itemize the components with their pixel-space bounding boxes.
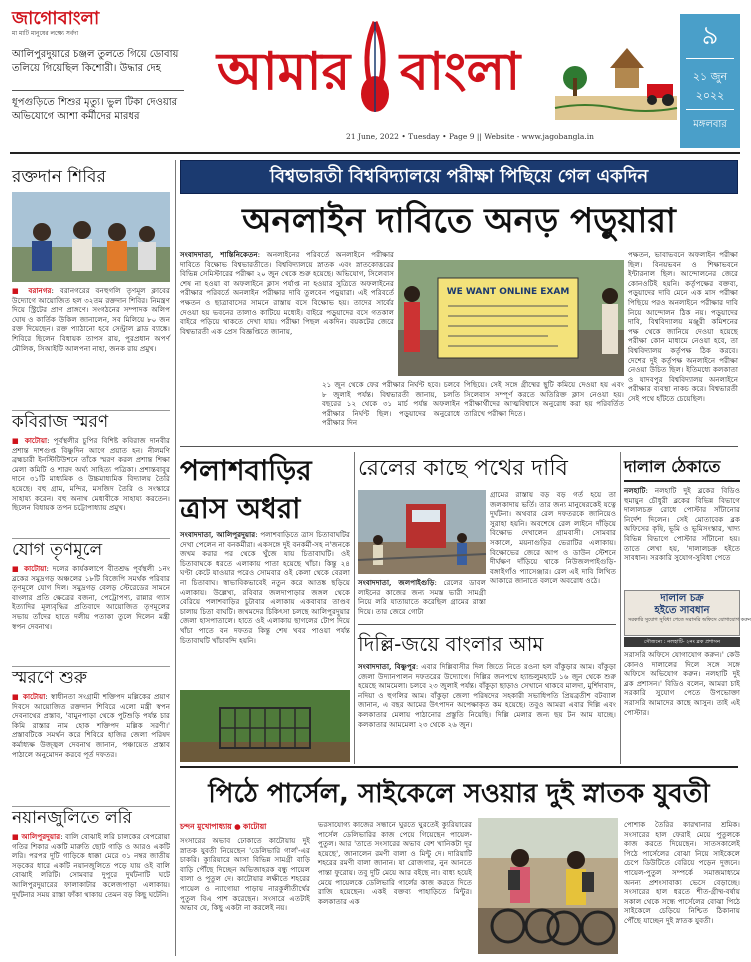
poster-line-1: দালাল চক্র bbox=[660, 593, 704, 604]
byline-place: কাটোয়া bbox=[243, 822, 267, 831]
palashbari-divider bbox=[354, 452, 355, 764]
sidebar-body-join-tmc bbox=[12, 564, 170, 662]
lead-col-2 bbox=[322, 380, 460, 442]
lead-dateline: সংবাদদাতা, শান্তিনিকেতন bbox=[180, 250, 258, 259]
ektara-icon bbox=[355, 20, 395, 120]
palashbari-body bbox=[180, 530, 350, 688]
date-panel bbox=[680, 14, 740, 148]
sidebar-body-lorry bbox=[12, 832, 170, 950]
masthead-rule bbox=[10, 152, 740, 154]
bottom-col-1 bbox=[180, 836, 310, 954]
jago-bangla-logo: জাগোবাংলা bbox=[12, 8, 100, 29]
masthead bbox=[0, 0, 750, 148]
teaser-2[interactable] bbox=[12, 96, 184, 136]
blood-donation-image bbox=[12, 192, 170, 282]
teaser-1-text: আলিপুরদুয়ারে চঞ্জল তুলতে গিয়ে ডোবায় তলিয়ে গিয়েছিল কিশোরী। উদ্ধার দেহ bbox=[12, 49, 179, 74]
mango-dateline: সংবাদদাতা, বিষ্ণুপুর bbox=[358, 662, 416, 671]
sidebar-divider bbox=[175, 160, 176, 956]
bottom-col-2 bbox=[318, 820, 472, 954]
sidebar-title-kabiraj: কবিরাজ স্মরণ bbox=[12, 410, 170, 433]
byline-separator: ● bbox=[234, 822, 241, 831]
dateline-baranagar: ■ বরানগর bbox=[12, 286, 52, 295]
dalal-divider bbox=[620, 452, 621, 764]
teaser-divider bbox=[12, 90, 184, 91]
rail-protest-photo bbox=[358, 490, 486, 574]
dalal-text: : নলহাটি দুই ব্লকের বিডিও হুমায়ুন চৌধুরী ব্লকের বিভিন্ন বিভাগে দালালচক্র রোধে পোস্টার সাঁটানোর নির্দেশ দিলেন। সেই মোতাবেক ব্লক অফিসের কৃষি, ভূমি ও ভূমিসংস্কার, খাদ্য বিভিন্ন বিভাগে পোস্টার সাঁটানো হয়। তাতে লেখা হয়, 'দালালচক্র হইতে সাবধান। সরকারি সুযোগ-সুবিধা পেতে bbox=[624, 486, 740, 563]
blood-donation-text: : বরানগরের বনহুগলি তৃণমূল ক্লাবের উদ্যোগে আয়োজিত হল ৩২তম রক্তদান শিবির। নিমন্ত্রণ দিয়ে স্ট্রিটের প্রাণ প্রাঙ্গণে। সংগঠনের সম্পাদক অলিপ ঘোষ ও কার্তিক উকিল জানালেন, সব মিলিয়ে ৮০ জন রক্ত দিয়েছেন। রক্ত প্যাঠানো হবে সেন্ট্রাল ব্লাড ব্যাঙ্কে। শিবিরে ছিলেন বিধায়ক তাপস রায়, পুরপ্রধান অপর্ণ মৌলিক, সিআইটি আলপনা নাহা, জনক রায় প্রমুখ। bbox=[12, 286, 170, 353]
mango-body bbox=[358, 662, 616, 762]
bottom-col-1-text: সংসারের অভাব ঢোকাতে কাটোয়ায় দুই স্নাতক যুবতী নিয়েছেন 'ডেলিভারি গার্ল'-এর চাকরি। ক্যুরিয়ারে আসা বিভিন্ন সামগ্রী বাড়ি বাড়ি পৌঁছে দিচ্ছেন অভিজাহরক বন্ধু পায়েল বালা ও পুতুল দে। কাটোয়ার লক্ষীতে শহরের পায়েল ও ন্যাগোয়া পাড়ায় নারকুলীতীর্থের পুতুল বিএ পাশ করেছেন। সংসারে এতটাই অভাব যে, কিছু একটা না করলেই নয়। bbox=[180, 836, 310, 913]
mango-headline: দিল্লি-জয়ে বাংলার আম bbox=[358, 632, 544, 656]
lead-bottom-rule bbox=[180, 446, 738, 447]
sidebar-title-lorry: নয়ানজুলিতে লরি bbox=[12, 806, 170, 829]
dalal-poster-footer: সৌজন্যে : নলহাটি- ২নং ব্লক প্রশাসন bbox=[624, 637, 740, 647]
dalal-dateline: নলহাটি bbox=[624, 486, 646, 495]
lead-col-2-text: ২১ জুন থেকে ফের পরীক্ষার নির্ঘণ্ট হবে। চলবে ৮ জুলাই পর্যন্ত। বিশ্বভারতী জানায়, চলতি বছরের ১২ থেকে ৩১ মার্চ পর্যন্ত অফলাইন পরীক্ষার নির্ঘণ্ট ছিল। পড়ুয়াদের অনুরোধে পরীক্ষার দিন bbox=[322, 380, 460, 428]
lorry-text: : বালি বোঝাই লরি চালকের বেপরোয়া গতির শিকার একটি মারুতি ছোট গাড়ি ও আরও একটি লরি। পরপর দুটি গাড়িকে ধাক্কা মেরে ৩১ নম্বর জাতীয় সড়কের ধারে একটি নয়ানজুলিতে পড়ে যায় ওই বালি বোঝাই লরিটি। সোমবার দুপুরে দুর্ঘটনাটি ঘটে আলিপুরদুয়ারের ফালাকাটার কলেজপাড়া এলাকায়। দুর্ঘটনার সময় রাস্তা ফাঁকা থাকায় তেমন বড় কিছু ঘটেনি। bbox=[12, 832, 170, 899]
byline-name: চন্দন মুখোপাধ্যায় bbox=[180, 822, 232, 831]
logo-word-amar: আমার bbox=[217, 42, 351, 102]
rail-text-right: গ্রামের রাস্তায় বড় বড় গর্ত হয়ে তা জলকাদায় ভর্তি। তার জন্য মানুষেরকেই যত্নে দুর্ঘটনা। অথবার রেল দফতরকে জানিয়েও সুরাহা হয়নি। অবশেষে রেল লাইনে দাঁড়িয়ে বিক্ষোভ দেখালেন গ্রামবাসী। সোমবার সকালে, ময়নাগুড়ির ভেরাটির এলাকায়। বিক্ষোভের জেরে আপ ও ডাউন স্টেশনে দীর্ঘক্ষণ দাঁড়িয়ে থাকে নিউজলপাইগুড়ি-বঙ্গাইগাঁও প্যাসেঞ্জার। রেল এই দাবি লিখিত আকারে জানাতে বললে অবরোধ ওঠে। bbox=[490, 490, 616, 586]
leopard-cage-photo bbox=[180, 690, 350, 762]
lead-col-4 bbox=[628, 250, 738, 442]
palashbari-headline-line1: পলাশবাড়ির bbox=[180, 454, 312, 487]
train-blockade-image bbox=[358, 490, 486, 574]
rail-text-left: : রেলের ডাবল লাইনের কাজের জন্য সমস্ত ভারী সামগ্রী নিয়ে লরি যাতায়াতে করেছিল গ্রামের রাস্তা দিয়ে। তার জেরে গোটা bbox=[358, 578, 486, 616]
lead-kicker: বিশ্বভারতী বিশ্ববিদ্যালয়ে পরীক্ষা পিছিয়ে গেল একদিন bbox=[269, 166, 649, 187]
delivery-girls-image bbox=[478, 818, 618, 954]
bottom-col-3 bbox=[624, 820, 740, 954]
palashbari-dateline: সংবাদদাতা, আলিপুরদুয়ার bbox=[180, 530, 256, 539]
dateline-katwa-3: ■ কাটোয়া bbox=[12, 692, 46, 701]
bottom-col-2-text: ভরসাযোগ্য কাজের সন্ধানে ঘুরতে ঘুরতেই ক্যুরিয়ারের পার্সেল ডেলিভারির কাজ পেয়ে গিয়েছেন পায়েল-পুতুল। আর 'তাতে সংসারের অভাব বেশ খানিকটা দূর হয়েছে', জানালেন রমণী বালা ও মিন্টু দে। দারিয়াটি শহরের রমণী বালা জানান। যা রোজগার, নুন আনতে পান্তা ফুরোয়। তবু দুটি মেয়ে আর বইছে না। বাধ্য হয়েই মেয়ে পায়েলকে ডেলিভারি গার্লের কাজ করতে দিতে রাজি হয়েছেন। একই বক্তব্য পাহাড়িতে মিন্টুর। কলকাতার এক bbox=[318, 820, 472, 906]
sidebar-title-remembrance: স্মরণে শুরু bbox=[12, 666, 170, 689]
dateline-alipurduar-1: ■ আলিপুরদুয়ার bbox=[12, 832, 61, 841]
dalal-body-2 bbox=[624, 650, 740, 762]
palashbari-headline bbox=[180, 452, 350, 528]
protest-photo bbox=[398, 260, 624, 376]
sidebar-title-blood-donation: রক্তদান শিবির bbox=[12, 167, 106, 187]
village-scene-illustration bbox=[555, 28, 677, 120]
palashbari-text: : পলাশবাড়িতে ত্রাস চিতাবাঘটির দেখা পেলেন না বনকর্মীরা। একসঙ্গে দুই বনকর্মী-সহ ন'জনকে জখম করার পর থেকে খুঁজে যায় চিতাবাঘটি। ওই চিতাবাঘকে ধরতে এলাকায় পাতা হয়েছে খাঁচা। কিন্তু ২৪ ঘণ্টা কেটে যাওয়ার পরেও সোমবার ওই কেলা থেকে বেরলা না চিতাবাঘ। স্বাভাবিকভাবেই নতুন করে আতঙ্ক ছড়িয়ে এলাকায়। উল্লেখ্য, রবিবার জলদাপাড়ার জঙ্গল থেকে বেরিয়ে পলাশবাড়ির চুটাবার এলাকায় একবাবার তাণ্ডব চালায় চিতা বাঘটি। জখমদের চিকিৎসা চলছে আলিপুরদুয়ার জেলা হাসপাতালে। হাতে ওই এলাকায় ছাগলের টোপ দিয়ে খাঁচা পাতে বন দফতর কিন্তু শেষ খবর পাওয়া পর্যন্ত চিতাবাঘটি খাঁচাবন্দি হয়নি। bbox=[180, 530, 350, 645]
mango-top-rule bbox=[358, 624, 616, 625]
logo-word-bangla: বাংলা bbox=[400, 42, 521, 102]
masthead-date-line: 21 June, 2022 • Tuesday • Page 9 || Website - www.jagobangla.in bbox=[346, 132, 594, 141]
date-day-month: ২১ জুন bbox=[692, 70, 728, 83]
dalal-headline: দালাল ঠেকাতে bbox=[624, 452, 740, 482]
mango-text: : এবার দিল্লিবাসীর দিল জিতে নিতে রওনা হল বাঁকুড়ার আম। বাঁকুড়া জেলা উদ্যানপালন দফতরের উদ্যোগে। দিল্লির জনপথে হ্যান্ডলুমহাটে ১৬ জুন থেকে শুরু হয়েছে আমমেলা। চলবে ২৩ জুলাই পর্যন্ত। বাঁকুড়া ছাড়াও সেখানে থাকবে মালদা, মুর্শিদাবাদ, নদিয়া ও হুগলির আম। বাঁকুড়া জেলা পরিষদের সহকারী সভাধিপতি প্রিয়ব্রতীশ বটব্যাল জানান, এ বছর আমের উৎপাদন অপেক্ষাকৃত কম হয়েছে। তবুও আমরা এবার দিল্লি এবং কলকাতার মেলায় পাঠানোর প্রস্তুতি নিয়েছি। দিল্লি মেলার জন্য ছয় টন আম যাচ্ছে। কলকাতার আমমেলা ২৩ থেকে ২৬ জুন। bbox=[358, 662, 616, 729]
join-tmc-text: : দলের কার্যকলাপে বীতশ্রদ্ধ পূর্বস্থলী ১নং ব্লকের সমুদ্রগড় অঞ্চলের ১৮টি বিজেপি সমর্থক পরিবার তৃণমূলে যোগ দিল। সমুদ্রগড় বেলড় স্টেরেডের সামনে বাংলার প্রতি ক্ষেত্রের বজনা, পেট্রোপণ্য, রান্নার গ্যাস ইত্যাদির মূল্যবৃদ্ধির প্রতিবাদে আয়োজিত তৃণমূলের সভায় তাঁদের হাতে দলীয় পতাকা তুলে দিলেন মন্ত্রী স্বপন দেবনাথ। bbox=[12, 564, 170, 631]
rail-dateline: সংবাদদাতা, জলপাইগুড়ি bbox=[358, 578, 435, 587]
date-year: ২০২২ bbox=[686, 87, 734, 110]
sidebar-body-blood-donation bbox=[12, 286, 170, 402]
date-weekday: মঙ্গলবার bbox=[693, 119, 727, 130]
lead-col-3-text: পিছিয়ে। সেই সঙ্গে গ্রীষ্মের ছুটি কমিয়ে দেওয়া হয় এবং সিলেবাস সম্পূর্ণ করতে অতিরিক্ত ক্লাস নেওয়া হয়। পরীক্ষার্থীদের আত্মবিশ্বাসে অনুরোধ করা হয় পরিবর্তিত তারিখে পরীক্ষা দিতে। bbox=[464, 380, 624, 418]
bottom-story-rule bbox=[180, 766, 738, 768]
kabiraj-text: : পূর্বস্থলীর চুপির বিশিষ্ট কবিরাজ দানবীর প্রশান্ত দাশগুপ্ত বিষ্ণুদিন আগে প্রয়াত হন। নীলমণি ব্রহ্মচারী ইনস্টিটিউশনে তাঁকে স্মরণ করল প্রশান্ত শিক্ষা মেলা কমিটি ও শারদ অর্ঘ্য সাহিত্য পত্রিকা। প্রশান্তবাবুর দানে ৩১টি মাধ্যমিক ও উচ্চমাধ্যমিক বিদ্যালয় তৈরি হয়েছে। বহু গ্রাম, মন্দির, মসজিদ তৈরি ও সংস্কারে সাহায্য করেন। বহু অনাথ মেধাবীকে সাহায্য করতেন। ছিলেন বিধায়ক তপন চট্টোপাধ্যায় প্রমুখ। bbox=[12, 436, 170, 513]
blood-donation-photo bbox=[12, 192, 170, 282]
dalal-poster bbox=[624, 590, 751, 636]
protest-banner-text: WE WANT ONLINE EXAM bbox=[446, 287, 570, 297]
delivery-girls-photo bbox=[478, 818, 618, 954]
dalal-text-2: সরাসরি অফিসে যোগাযোগ করুন।' কেউ কোনও দালালের দিলে সঙ্গে সঙ্গে অফিসে অভিযোগ করুন। নলহাটি দুই ব্লক প্রশাসন।' বিডিও বলেন, আমরা চাই সরকারি সুযোগ পেতে উপভোক্তা সরাসরি আমাদের কাছে আসুন। তাই এই পোস্টার। bbox=[624, 650, 740, 717]
rail-body-right bbox=[490, 490, 616, 622]
lead-col-3 bbox=[464, 380, 624, 442]
teaser-1[interactable] bbox=[12, 48, 184, 88]
dalal-body bbox=[624, 486, 740, 586]
teaser-2-text: ধূপগুড়িতে শিশুর মৃত্যু। ভুল টিকা দেওয়ার অভিযোগে আশা কর্মীদের মারধর bbox=[12, 97, 178, 122]
bottom-headline: পিঠে পার্সেল, সাইকেলে সওয়ার দুই স্নাতক যুবতী bbox=[208, 779, 710, 809]
lead-headline: অনলাইন দাবিতে অনড় পড়ুয়ারা bbox=[242, 201, 676, 241]
lead-kicker-bar bbox=[180, 160, 738, 194]
sidebar-title-join-tmc: যোগ তৃণমূলে bbox=[12, 538, 170, 561]
palashbari-headline-line2: ত্রাস অধরা bbox=[180, 492, 301, 525]
sidebar bbox=[12, 166, 170, 956]
online-exam-protest-image bbox=[398, 260, 624, 376]
leopard-cage-image bbox=[180, 690, 350, 762]
lead-col-4-text: পক্ষতন, ভাবাভবনে অফলাইন পরীক্ষা ছিল। বিনয়ভবন ও শিক্ষাভবনে ইন্টারনাল ছিল। আন্দোলনের জেরে কোনওটিই হয়নি। কর্তৃপক্ষের বক্তব্য, পড়ুয়াদের দাবি মেনে এক মাস পরীক্ষা পিছিয়ে পরও অনলাইনে পরীক্ষার দাবি নিয়ে আন্দোলন ঠিক নয়। পড়ুয়াদের দাবি, বিশ্ববিদ্যালয় মঞ্জুরী কমিশনের পক্ষ থেকে জানিয়ে দেওয়া হয়েছে পরীক্ষা কোন মাধ্যমে নেওয়া হবে, তা বিশ্ববিদ্যালয় কর্তৃপক্ষ ঠিক করবে। দেশের দুই কর্তৃপক্ষ অনলাইনে পরীক্ষা নেওয়া উচিত ছিল। ইতিমধ্যে কলকাতা ও যাদবপুর বিশ্ববিদ্যালয় অনলাইনে পরীক্ষার ব্যবস্থা নাকচ করে। বিশ্বভারতী সেই পথে হাঁটতে চেয়েছিল। bbox=[628, 250, 738, 403]
dateline-katwa-2: ■ কাটোয়া bbox=[12, 564, 47, 573]
sidebar-body-remembrance bbox=[12, 692, 170, 800]
rail-body-left bbox=[358, 578, 486, 622]
page-number: ৯ bbox=[686, 14, 734, 59]
poster-small-text: সরকারি সুযোগ সুবিধা পেতে সরাসরি অফিসে যোগাযোগ করুন bbox=[628, 617, 751, 623]
dateline-katwa-1: ■ কাটোয়া bbox=[12, 436, 48, 445]
jago-logo-block[interactable] bbox=[12, 8, 182, 42]
bottom-col-3-text: পোশাক তৈরির কারখানার শ্রমিক। সংসারের হাল ফেরাই মেয়ে পুতুলকে কাজ করতে দিয়েছেন। সাতসকালেই পিঠে পার্সেলের বোঝা নিয়ে সাইকেলে চেপে ডিউটিতে বেরিয়ে পড়েন দুজনে। পায়েল-পুতুল সম্পর্কে সমাজমাধ্যমে অনন্য প্রশংসাবাক্য ভেসে বেড়াচ্ছে। সংসারের হাল ধরতে শীত-গ্রীষ্ম-বর্ষায় সকাল থেকে সন্ধে পার্সেলের বোঝা পিঠে সাইকেলে চেড়িয়ে নিশ্চিত ঠিকানায় পৌঁছে যাচ্ছেন দুই স্নাতক যুবতী। bbox=[624, 820, 740, 925]
jago-tagline: মা মাটি মানুষের লক্ষ্যে সর্বদা bbox=[12, 30, 79, 37]
poster-line-2: হইতে সাবধান bbox=[654, 605, 710, 616]
lead-col-1-text: : অনলাইনের পরিবর্তে অনলাইনে পরীক্ষার দাবিতে বিক্ষোভ বিশ্বভারতীতে। বিশ্ববিদ্যালয়ে স্নাতক এবং স্নাতকোত্তরের বিভিন্ন সেমিস্টারের পরীক্ষা ২০ জুন থেকে শুরু হয়েছে। অভিযোগ, সিলেবাস শেষ না হওয়া বা অফলাইনে ক্লাস পর্যাপ্ত না হওয়ার সুত্রিতে অফলাইনের পরীক্ষার পরিবর্তে অনলাইন পরীক্ষার দাবি তুলবেন পড়ুয়ারা। এই পরিবর্তে পক্ষতন ও ছাত্রাবাসের সামনে রাস্তায় বসে বিক্ষোভ হয়। তাদের সার্বের দেওয়া হয় ভবনের তালাও কাটিয়ে মধ্যেই। বাইরে পড়ুয়াদের বসে গতকাল বাইরে পড়িয়ে থাকতে দেখা যায়। পরীক্ষা পিছল একদিন। বয়কটের জেরে বিশ্বভারতী এক প্রেস বিজ্ঞপ্তিতে জানায়, bbox=[180, 250, 394, 336]
rail-headline: রেলের কাছে পথের দাবি bbox=[358, 456, 568, 481]
remembrance-text: : স্বাধীনতা সংগ্রামী শক্তিপদ মল্লিকের প্রয়াণ দিবসে আয়োজিত রক্তদান শিবিরে এলো মন্ত্রী স্বপন দেবনাথের প্রস্তাব, 'বামুনপাড়া থেকে পুটশুড়ি পর্যন্ত চার কিমি রাস্তার নাম হোক শক্তিপদ মল্লিক সরণী।' প্রস্তাবটিকে সমর্থন করে শিবিরে হাজির জেলা পরিষদ কর্মাধ্যক্ষ উজ্জ্বল দেবনাথ জানান, পঞ্চায়েত প্রস্তাব পাঠালে অনুমোদন করবে পূর্ত দফতর। bbox=[12, 692, 170, 759]
sidebar-body-kabiraj bbox=[12, 436, 170, 534]
